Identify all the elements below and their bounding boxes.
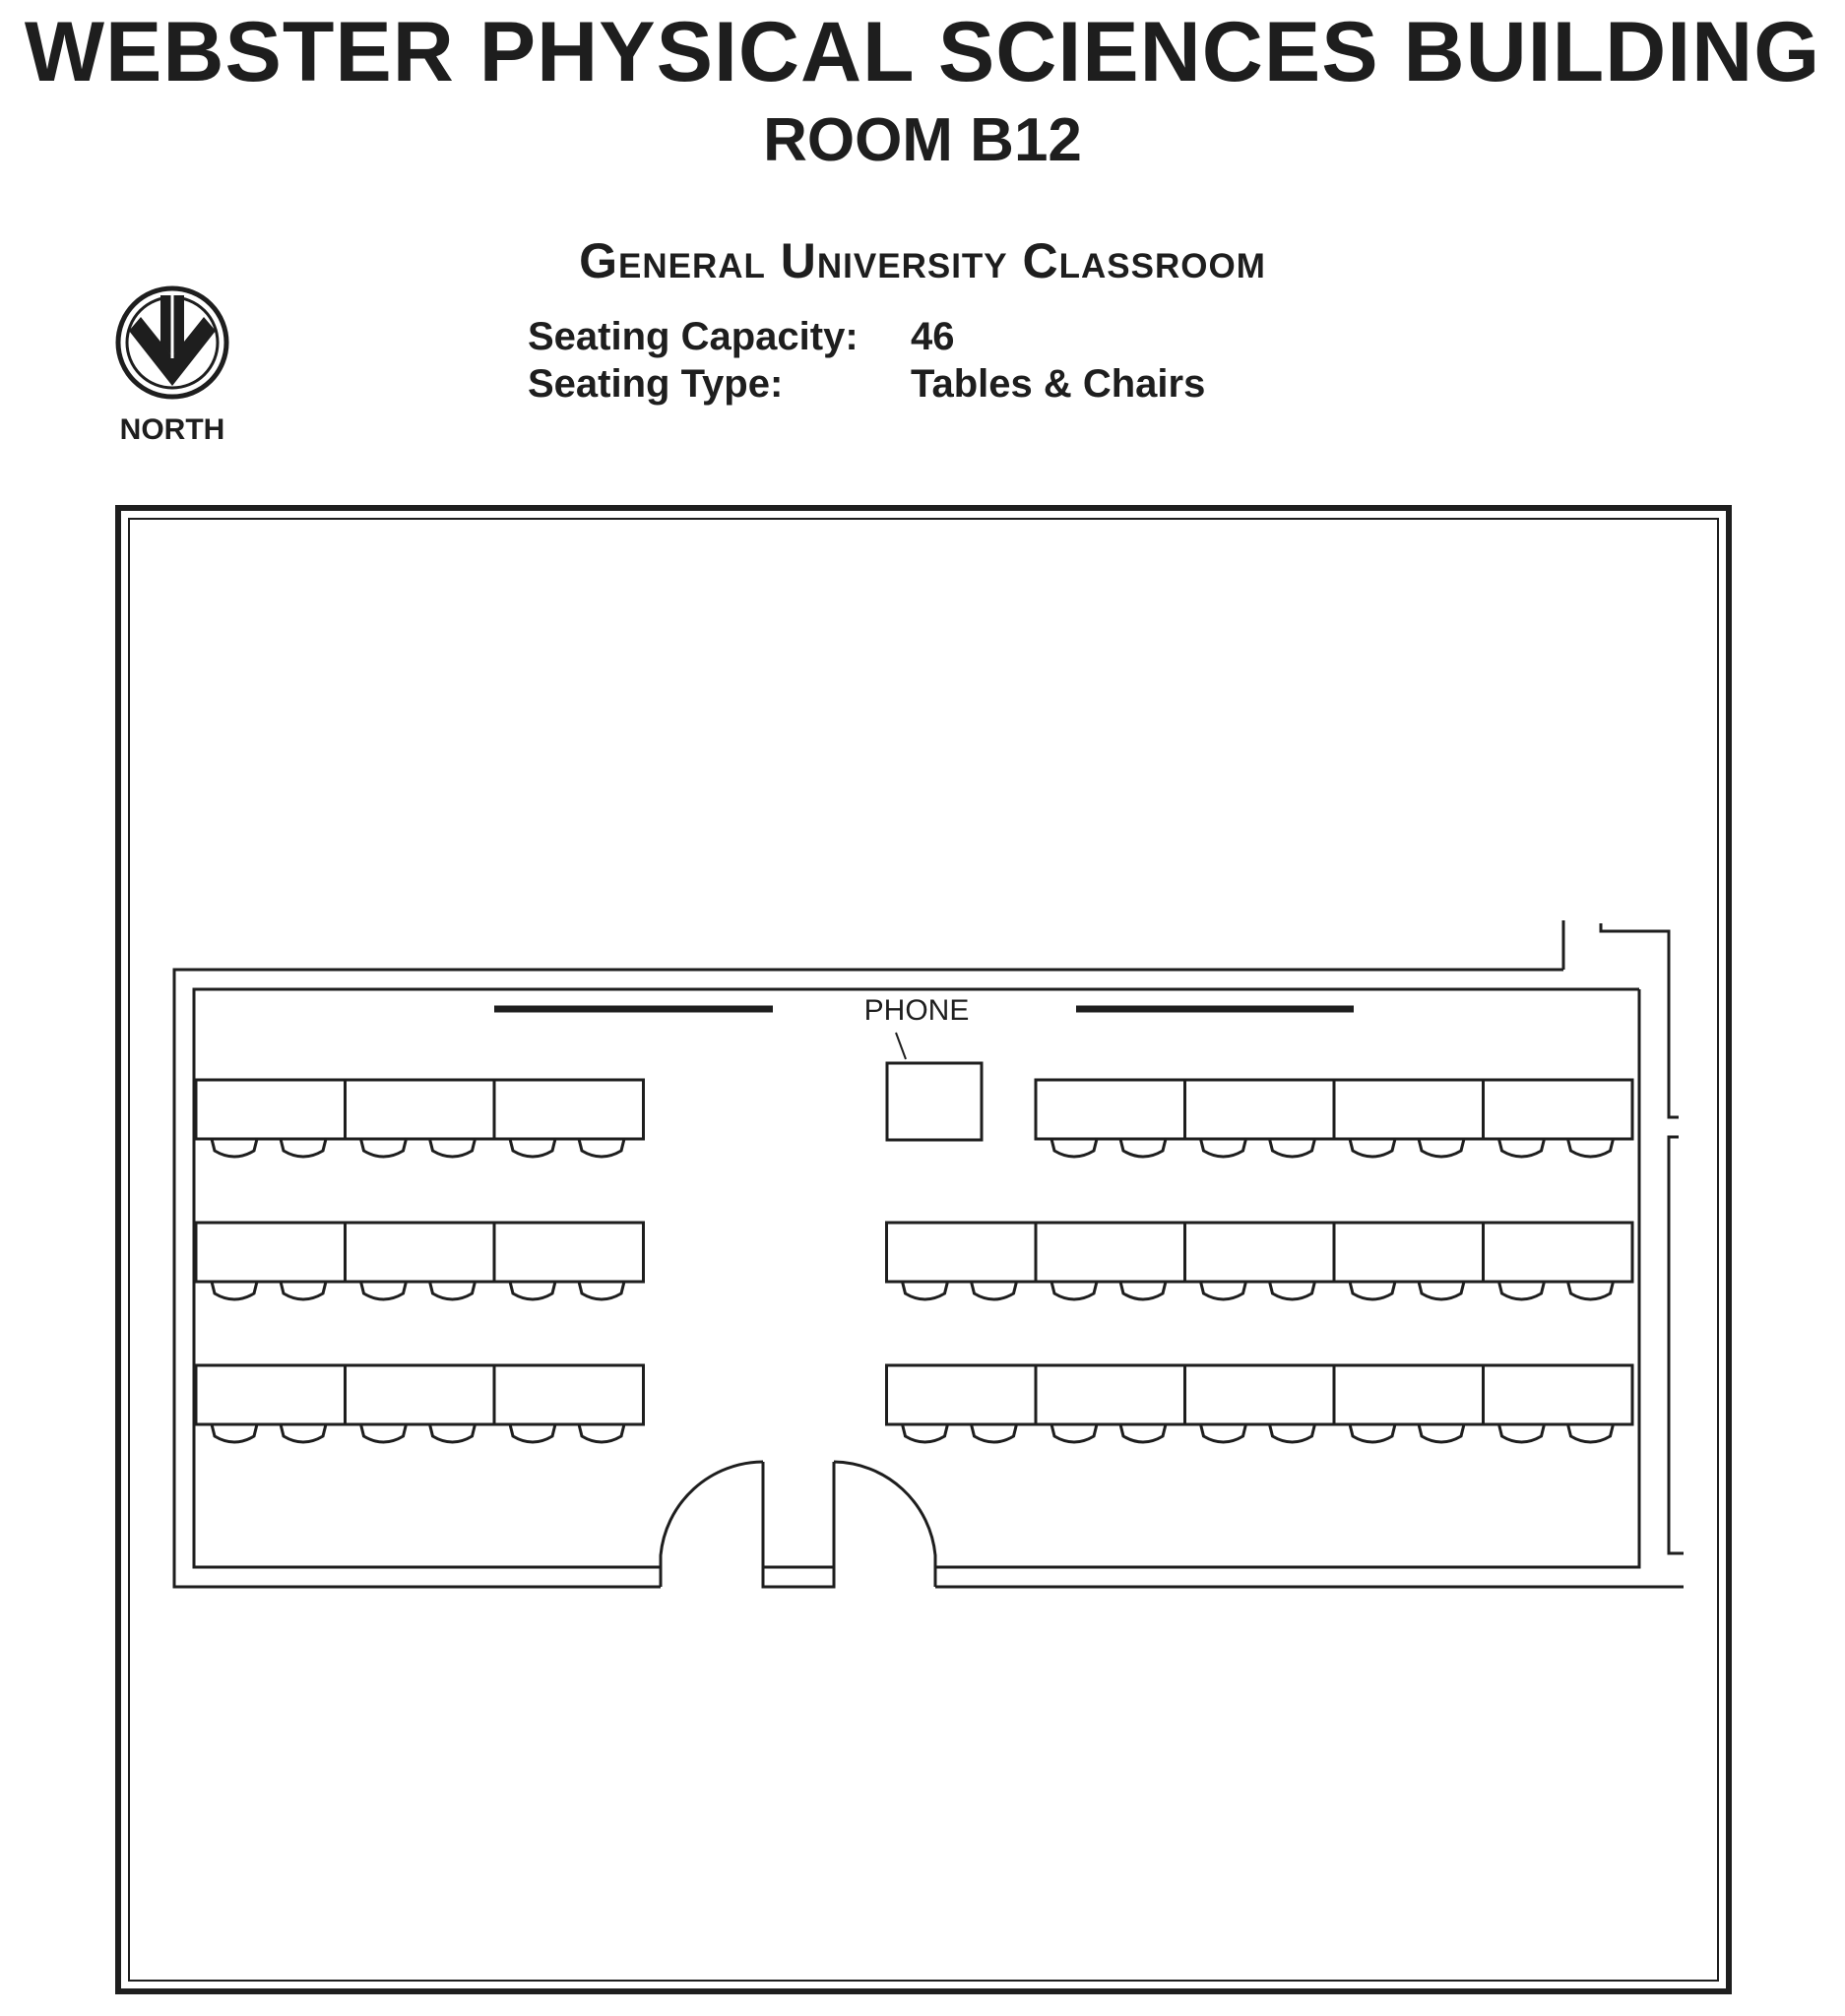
capacity-label: Seating Capacity: — [528, 315, 859, 358]
phone-box — [887, 1063, 982, 1140]
table-unit — [196, 1223, 346, 1299]
table — [494, 1223, 644, 1282]
chair — [903, 1424, 948, 1442]
chair — [1419, 1282, 1464, 1299]
table — [1185, 1223, 1335, 1282]
table — [887, 1223, 1037, 1282]
table-unit — [1334, 1080, 1484, 1157]
door-left-swing — [661, 1462, 763, 1587]
chair — [1350, 1424, 1395, 1442]
chair — [972, 1282, 1017, 1299]
table — [346, 1080, 495, 1139]
table-unit — [887, 1223, 1037, 1299]
chair — [361, 1424, 407, 1442]
table-unit — [1185, 1223, 1335, 1299]
chair — [1120, 1139, 1166, 1157]
table — [196, 1365, 346, 1424]
room-type: General University Classroom — [579, 233, 1266, 288]
table — [1036, 1365, 1185, 1424]
building-title: WEBSTER PHYSICAL SCIENCES BUILDING — [24, 5, 1821, 99]
chair — [1051, 1424, 1097, 1442]
north-arrow-icon — [118, 288, 226, 397]
chair — [510, 1424, 555, 1442]
chair — [1120, 1424, 1166, 1442]
capacity-value: 46 — [911, 315, 955, 358]
chair — [1051, 1139, 1097, 1157]
seating-type-value: Tables & Chairs — [911, 362, 1206, 406]
chair — [281, 1424, 326, 1442]
table-unit — [887, 1365, 1037, 1442]
table — [1334, 1223, 1484, 1282]
tables-and-chairs — [196, 1080, 1632, 1442]
chair — [1201, 1282, 1246, 1299]
chair — [1568, 1282, 1614, 1299]
door-right-swing — [834, 1462, 935, 1587]
chair — [579, 1139, 624, 1157]
inner-wall — [194, 989, 1639, 1567]
chair — [1568, 1424, 1614, 1442]
drawing-frame — [118, 508, 1729, 1991]
chair — [430, 1424, 476, 1442]
table-unit — [346, 1365, 495, 1442]
chair — [1419, 1139, 1464, 1157]
table-unit — [494, 1223, 644, 1299]
chair — [1051, 1282, 1097, 1299]
chair — [1201, 1139, 1246, 1157]
table — [1334, 1365, 1484, 1424]
chair — [212, 1282, 257, 1299]
table-unit — [494, 1365, 644, 1442]
phone — [864, 994, 982, 1140]
chair — [1270, 1282, 1315, 1299]
table — [1185, 1365, 1335, 1424]
table — [887, 1365, 1037, 1424]
chair — [430, 1282, 476, 1299]
table — [346, 1365, 495, 1424]
chair — [1270, 1139, 1315, 1157]
table-unit — [1484, 1080, 1633, 1157]
room-number: ROOM B12 — [763, 106, 1082, 174]
chair — [1568, 1139, 1614, 1157]
table — [1484, 1223, 1633, 1282]
table-unit — [1036, 1223, 1185, 1299]
chair — [1419, 1424, 1464, 1442]
chair — [430, 1139, 476, 1157]
table-unit — [196, 1080, 346, 1157]
table-unit — [1484, 1223, 1633, 1299]
table-unit — [1334, 1365, 1484, 1442]
table-unit — [196, 1365, 346, 1442]
chair — [1499, 1282, 1545, 1299]
chair — [579, 1424, 624, 1442]
table — [1185, 1080, 1335, 1139]
table — [1484, 1080, 1633, 1139]
chair — [1350, 1282, 1395, 1299]
table-unit — [1036, 1365, 1185, 1442]
chair — [361, 1282, 407, 1299]
table-unit — [1036, 1080, 1185, 1157]
seating-type-label: Seating Type: — [528, 362, 784, 406]
corridor-wall-side — [1669, 1137, 1684, 1553]
chair — [212, 1424, 257, 1442]
chair — [1499, 1139, 1545, 1157]
chair — [1270, 1424, 1315, 1442]
north-label: NORTH — [119, 413, 225, 446]
table — [1334, 1080, 1484, 1139]
table-unit — [346, 1080, 495, 1157]
table-unit — [1334, 1223, 1484, 1299]
chair — [903, 1282, 948, 1299]
table-unit — [1185, 1080, 1335, 1157]
table — [1484, 1365, 1633, 1424]
chair — [212, 1139, 257, 1157]
chair — [579, 1282, 624, 1299]
table — [494, 1080, 644, 1139]
table — [1036, 1223, 1185, 1282]
outer-wall — [174, 970, 1563, 1587]
chair — [1350, 1139, 1395, 1157]
table-unit — [346, 1223, 495, 1299]
table — [196, 1223, 346, 1282]
table-unit — [1185, 1365, 1335, 1442]
chair — [510, 1139, 555, 1157]
table-unit — [494, 1080, 644, 1157]
table — [494, 1365, 644, 1424]
phone-label: PHONE — [863, 994, 970, 1027]
chair — [1201, 1424, 1246, 1442]
table-unit — [1484, 1365, 1633, 1442]
chair — [281, 1139, 326, 1157]
chair — [1499, 1424, 1545, 1442]
chair — [1120, 1282, 1166, 1299]
table — [1036, 1080, 1185, 1139]
table — [196, 1080, 346, 1139]
inner-wall-right — [935, 989, 1639, 1567]
chair — [972, 1424, 1017, 1442]
chair — [510, 1282, 555, 1299]
chair — [361, 1139, 407, 1157]
chair — [281, 1282, 326, 1299]
table — [346, 1223, 495, 1282]
